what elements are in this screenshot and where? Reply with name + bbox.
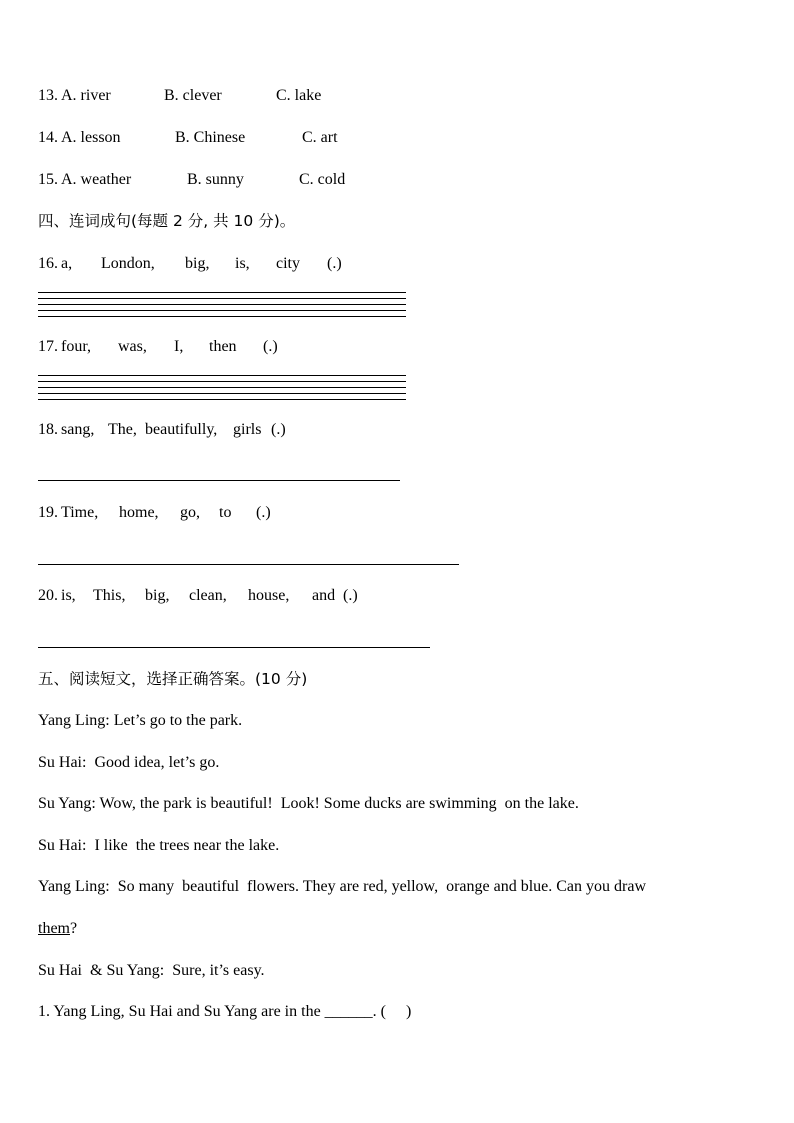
word: Time, (61, 504, 99, 521)
underlined-word: them (38, 920, 70, 937)
question-number: 16. (38, 255, 58, 272)
option-b: B. Chinese (175, 129, 246, 146)
word: (.) (271, 421, 286, 438)
word: was, (118, 338, 147, 355)
word: home, (119, 504, 159, 521)
dialogue-line: Su Yang: Wow, the park is beautiful! Look! Some ducks are swimming on the lake. (38, 795, 579, 812)
word: girls (233, 421, 262, 438)
answer-line (38, 298, 406, 299)
word: then (209, 338, 237, 355)
answer-line (38, 387, 406, 388)
answer-line (38, 393, 406, 394)
answer-line (38, 316, 406, 317)
dialogue-line: Su Hai & Su Yang: Sure, it’s easy. (38, 962, 265, 979)
question-number: 20. (38, 587, 58, 604)
word: is, (61, 587, 76, 604)
option-c: C. cold (299, 171, 346, 188)
word: This, (93, 587, 126, 604)
option-b: B. sunny (187, 171, 244, 188)
word: go, (180, 504, 200, 521)
word: four, (61, 338, 92, 355)
word: I, (174, 338, 184, 355)
word: is, (235, 255, 250, 272)
word: (.) (343, 587, 358, 604)
word: city (276, 255, 300, 272)
word: London, (101, 255, 155, 272)
answer-line (38, 480, 400, 481)
option-c: C. lake (276, 87, 322, 104)
word: to (219, 504, 232, 521)
word: (.) (327, 255, 342, 272)
question-number: 19. (38, 504, 58, 521)
word: a, (61, 255, 73, 272)
section-5-heading: 五、阅读短文，选择正确答案。(10 分) (38, 670, 308, 688)
option-c: C. art (302, 129, 338, 146)
word: The, (108, 421, 137, 438)
word: (.) (256, 504, 271, 521)
option-a: A. weather (61, 171, 132, 188)
dialogue-line: Su Hai: Good idea, let’s go. (38, 754, 220, 771)
dialogue-line: Yang Ling: So many beautiful flowers. They are red, yellow, orange and blue. Can you draw (38, 878, 647, 895)
question-number: 13. (38, 87, 58, 104)
word: house, (248, 587, 290, 604)
word: big, (145, 587, 170, 604)
question-number: 18. (38, 421, 58, 438)
word: clean, (189, 587, 227, 604)
answer-line (38, 399, 406, 400)
word: big, (185, 255, 210, 272)
word: (.) (263, 338, 278, 355)
dialogue-text: ? (70, 920, 78, 937)
option-b: B. clever (164, 87, 222, 104)
dialogue-line: Su Hai: I like the trees near the lake. (38, 837, 280, 854)
dialogue-line-continued (38, 919, 77, 939)
word: beautifully, (145, 421, 218, 438)
question-number: 17. (38, 338, 58, 355)
answer-line (38, 304, 406, 305)
reading-question-1: 1. Yang Ling, Su Hai and Su Yang are in the ______. ( ) (38, 1003, 412, 1020)
answer-line (38, 647, 430, 648)
question-number: 15. (38, 171, 58, 188)
answer-line (38, 375, 406, 376)
answer-line (38, 310, 406, 311)
option-a: A. river (61, 87, 111, 104)
answer-line (38, 292, 406, 293)
option-a: A. lesson (61, 129, 121, 146)
question-number: 14. (38, 129, 58, 146)
dialogue-line: Yang Ling: Let’s go to the park. (38, 712, 243, 729)
section-4-heading: 四、连词成句(每题 2 分, 共 10 分)。 (38, 212, 296, 230)
answer-line (38, 564, 459, 565)
answer-line (38, 381, 406, 382)
word: sang, (61, 421, 95, 438)
word: and (312, 587, 336, 604)
